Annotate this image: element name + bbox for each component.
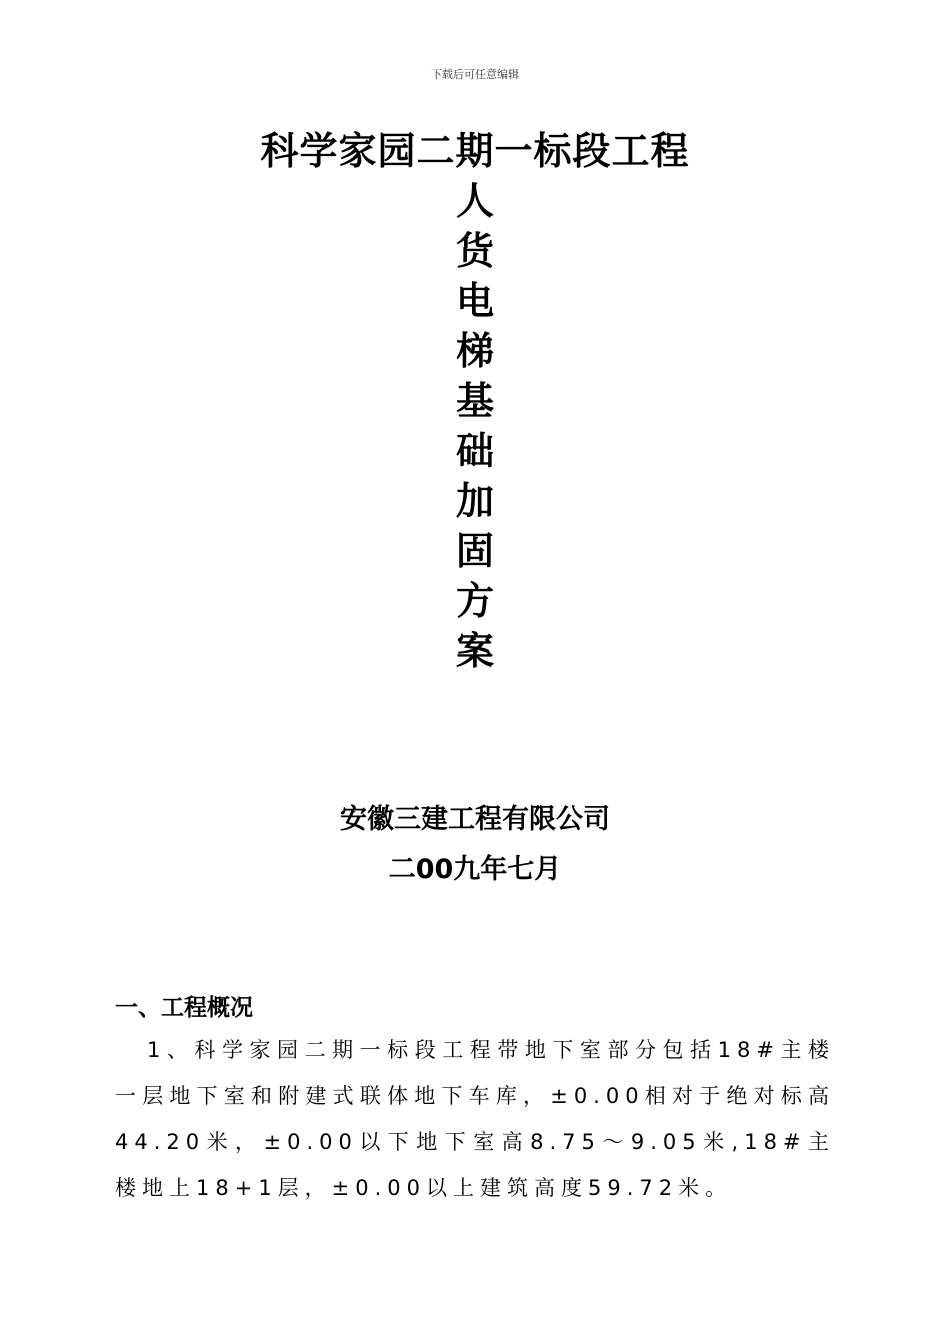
subtitle-char: 梯 xyxy=(455,329,494,373)
subtitle-char: 货 xyxy=(455,229,494,273)
section-heading: 一、工程概况 xyxy=(115,995,253,1021)
subtitle-char: 础 xyxy=(455,429,494,473)
subtitle-char: 电 xyxy=(455,279,494,323)
vertical-subtitle xyxy=(445,176,505,676)
subtitle-char: 方 xyxy=(455,579,494,623)
document-title: 科学家园二期一标段工程 xyxy=(260,129,690,173)
subtitle-char: 人 xyxy=(455,179,494,223)
subtitle-char: 基 xyxy=(455,379,494,423)
subtitle-char: 固 xyxy=(455,529,494,573)
header-note: 下载后可任意编辑 xyxy=(431,68,519,81)
body-paragraph: 1、科学家园二期一标段工程带地下室部分包括18#主楼一层地下室和附建式联体地下车库，±0.00相对于绝对标高44.20米，±0.00以下地下室高8.75～9.05米,18#主楼地上18+1层，±0.00以上建筑高度59.72米。 xyxy=(115,1038,835,1200)
company-name: 安徽三建工程有限公司 xyxy=(340,804,610,835)
document-date: 二00九年七月 xyxy=(388,854,562,885)
subtitle-char: 加 xyxy=(455,479,494,523)
subtitle-char: 案 xyxy=(455,629,494,673)
